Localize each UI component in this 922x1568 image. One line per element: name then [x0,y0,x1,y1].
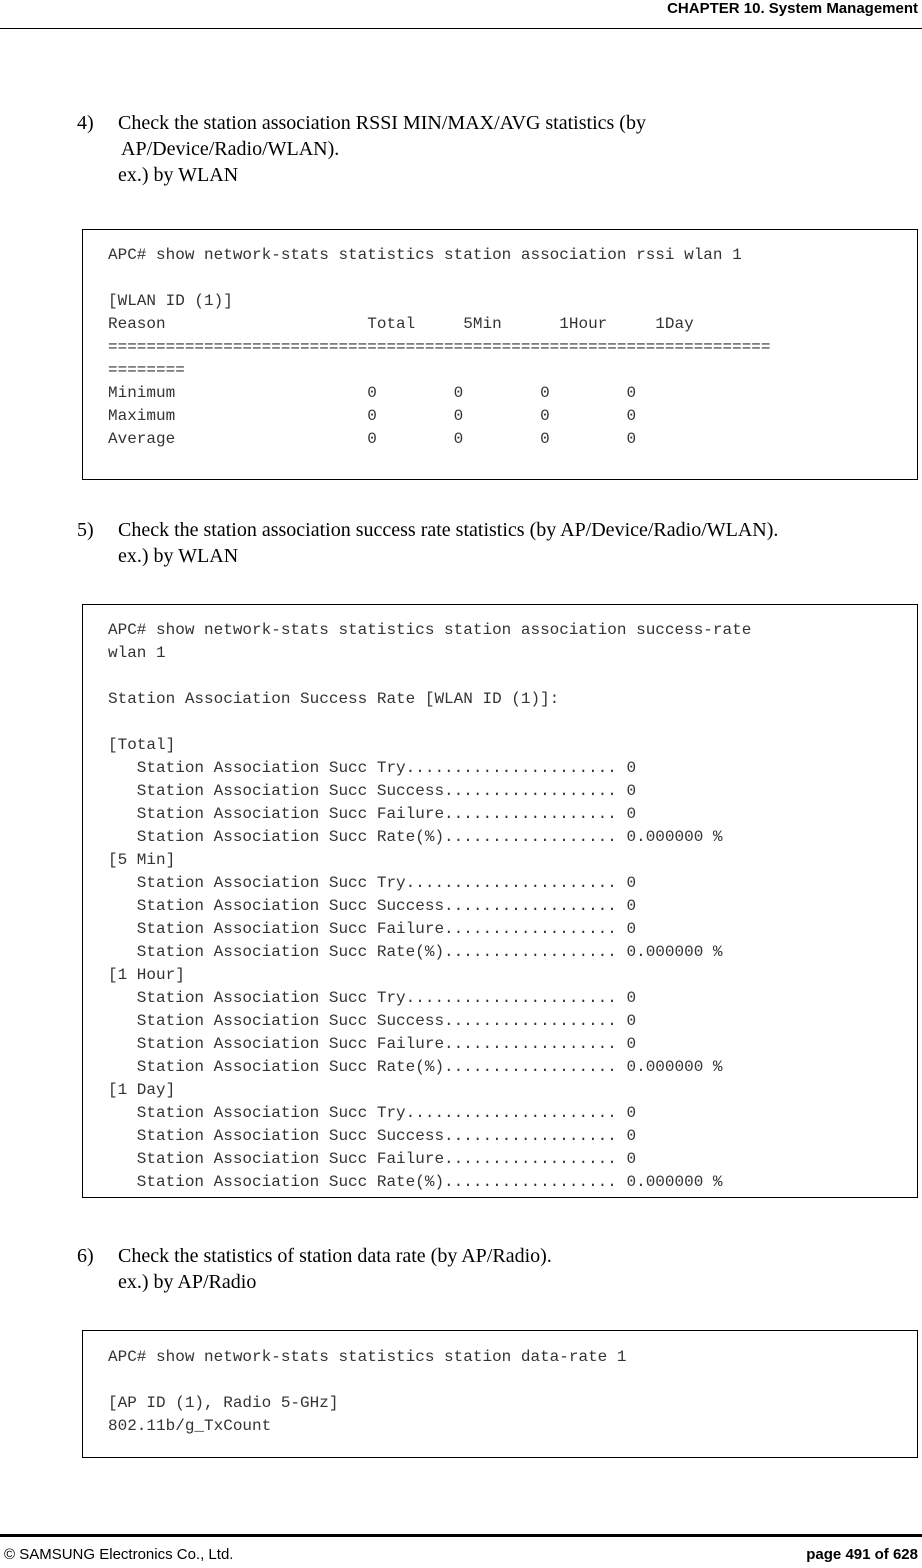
step-line: ex.) by AP/Radio [118,1271,257,1293]
step-line: ex.) by WLAN [118,545,239,567]
code-line [108,711,751,734]
code-line: APC# show network-stats statistics station association success-rate [108,621,752,639]
copyright: © SAMSUNG Electronics Co., Ltd. [4,1546,234,1563]
code-line: Station Association Succ Rate(%).................. 0.000000 % [108,828,723,846]
step-line: AP/Device/Radio/WLAN). [121,138,340,160]
page-number: page 491 of 628 [806,1546,918,1563]
code-line: Maximum 0 0 0 0 [108,407,637,425]
code-line: ======== [108,361,185,379]
code-line [108,665,751,688]
code-block-data-rate [82,1330,918,1458]
code-line: [1 Day] [108,1081,176,1099]
code-line: Station Association Succ Rate(%).................. 0.000000 % [108,943,723,961]
code-line: Station Association Succ Try...................... 0 [108,759,637,777]
code-line: Station Association Succ Success.................. 0 [108,782,637,800]
code-line [108,1369,626,1392]
code-line [108,267,771,290]
step-line: Check the station association success rate statistics (by AP/Device/Radio/WLAN). [118,519,779,541]
code-line: Station Association Succ Try...................... 0 [108,989,637,1007]
code-line: 802.11b/g_TxCount [108,1417,272,1435]
step-number: 4) [77,112,94,134]
code-block-rssi [82,229,918,480]
code-line: Station Association Succ Success.................. 0 [108,1127,637,1145]
code-line: Station Association Succ Failure.................. 0 [108,920,637,938]
code-line: [5 Min] [108,851,176,869]
step-line: Check the statistics of station data rate (by AP/Radio). [118,1245,552,1267]
code-line: APC# show network-stats statistics station data-rate 1 [108,1348,627,1366]
step-line: Check the station association RSSI MIN/MAX/AVG statistics (by [118,112,646,134]
code-block-success-rate [82,604,918,1198]
code-line: Station Association Succ Success.................. 0 [108,1012,637,1030]
step-text [118,110,646,188]
step-number: 6) [77,1245,94,1267]
code-line: Reason Total 5Min 1Hour 1Day [108,315,694,333]
code-line: wlan 1 [108,644,166,662]
code-line: [AP ID (1), Radio 5-GHz] [108,1394,339,1412]
code-text [108,619,751,1194]
code-line: APC# show network-stats statistics station association rssi wlan 1 [108,246,742,264]
page-footer [0,1534,922,1568]
code-line: ===================================================================== [108,338,771,356]
step-line: ex.) by WLAN [118,164,239,186]
code-line: Station Association Succ Rate(%).................. 0.000000 % [108,1058,723,1076]
code-line: Station Association Succ Try...................... 0 [108,1104,637,1122]
page-header [0,0,922,29]
code-line: Average 0 0 0 0 [108,430,637,448]
step-number: 5) [77,519,94,541]
code-line: Minimum 0 0 0 0 [108,384,637,402]
code-line: Station Association Succ Failure.................. 0 [108,1150,637,1168]
step-text [118,1243,552,1295]
code-line: Station Association Succ Failure.................. 0 [108,805,637,823]
code-line: Station Association Succ Success.................. 0 [108,897,637,915]
code-line: [Total] [108,736,176,754]
code-line: [WLAN ID (1)] [108,292,233,310]
code-line: [1 Hour] [108,966,185,984]
step-text [118,517,778,569]
code-line: Station Association Succ Rate(%).................. 0.000000 % [108,1173,723,1191]
code-text [108,244,771,451]
code-line: Station Association Success Rate [WLAN ID (1)]: [108,690,560,708]
chapter-title: CHAPTER 10. System Management [667,0,918,17]
code-line: Station Association Succ Try...................... 0 [108,874,637,892]
code-line: Station Association Succ Failure.................. 0 [108,1035,637,1053]
code-text [108,1346,626,1438]
